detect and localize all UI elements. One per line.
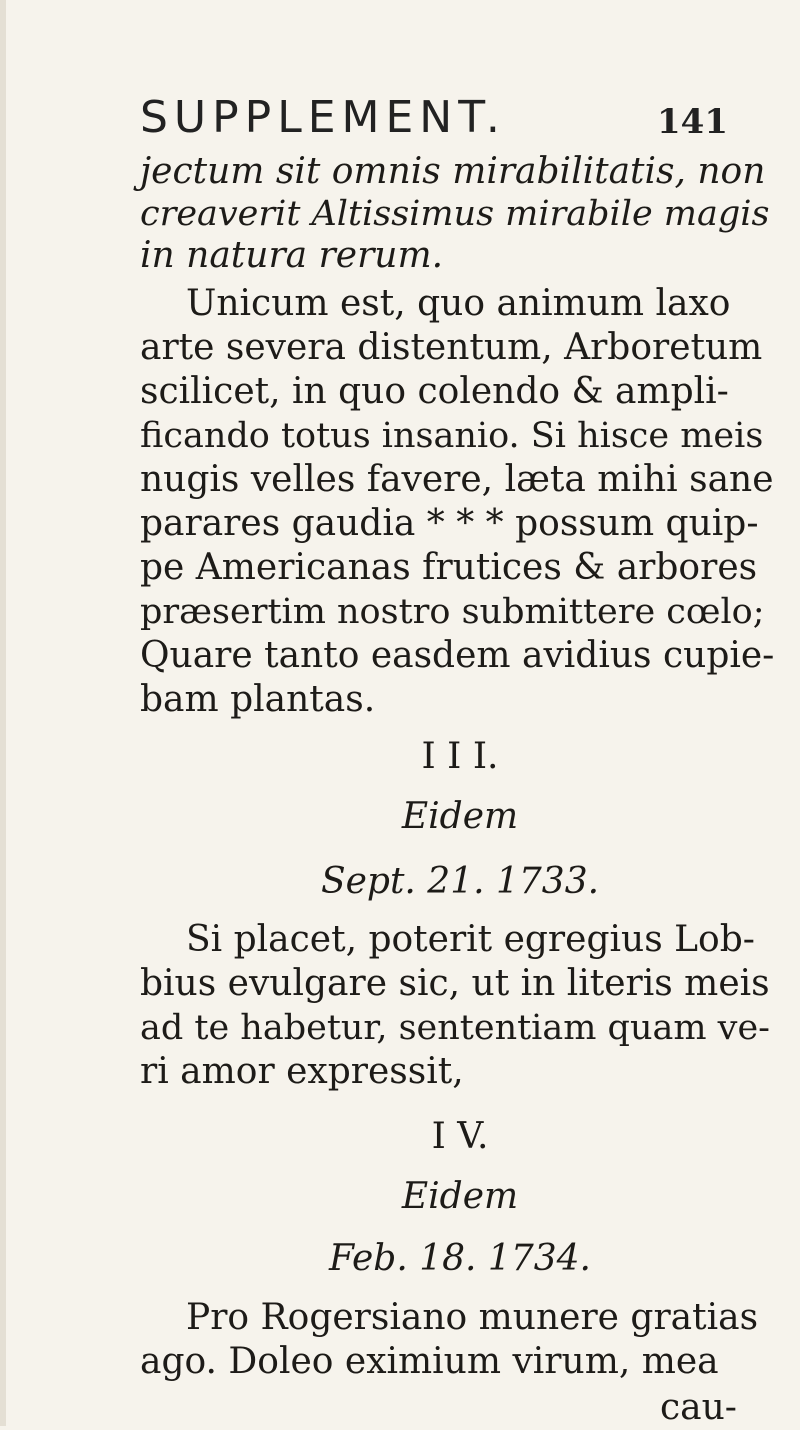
- text-line: Si placet, poterit egregius Lob-: [186, 919, 755, 960]
- text-line: creaverit Altissimus mirabile magis: [140, 194, 770, 234]
- text-line: nugis velles favere, læta mihi sane: [140, 459, 774, 500]
- text-line: arte severa distentum, Arboretum: [140, 327, 763, 368]
- text-line: parares gaudia * * * possum quip-: [140, 503, 759, 544]
- text-line: Unicum est, quo animum laxo: [186, 283, 731, 324]
- text-line: Pro Rogersiano munere gratias: [186, 1297, 759, 1338]
- text-line: ago. Doleo eximium virum, mea: [140, 1341, 719, 1382]
- text-line: Quare tanto easdem avidius cupie-: [140, 635, 775, 676]
- text-line: in natura rerum.: [140, 235, 444, 276]
- text-line: ad te habetur, sententiam quam ve-: [140, 1008, 770, 1048]
- letter-number: I V.: [431, 1116, 489, 1157]
- letter-salutation: Eidem: [401, 1176, 519, 1217]
- text-line: scilicet, in quo colendo & ampli-: [140, 371, 729, 412]
- running-head: SUPPLEMENT.: [140, 92, 506, 143]
- letter-date: Feb. 18. 1734.: [328, 1238, 591, 1279]
- text-line: bam plantas.: [140, 679, 376, 720]
- page-number: 141: [657, 102, 728, 142]
- text-line: pe Americanas frutices & arbores: [140, 547, 758, 588]
- text-line: jectum sit omnis mirabilitatis, non: [140, 151, 766, 192]
- text-line: ficando totus insanio. Si hisce meis: [140, 416, 764, 456]
- letter-salutation: Eidem: [401, 796, 519, 837]
- text-line: præsertim nostro submittere cœlo;: [140, 592, 765, 632]
- text-line: bius evulgare sic, ut in literis meis: [140, 963, 770, 1004]
- letter-date: Sept. 21. 1733.: [320, 861, 600, 902]
- letter-number: I I I.: [421, 736, 499, 777]
- catchword: cau-: [660, 1387, 737, 1428]
- text-line: ri amor expressit,: [140, 1051, 464, 1092]
- page-edge-shadow: [0, 0, 6, 1426]
- page-header: [140, 92, 740, 152]
